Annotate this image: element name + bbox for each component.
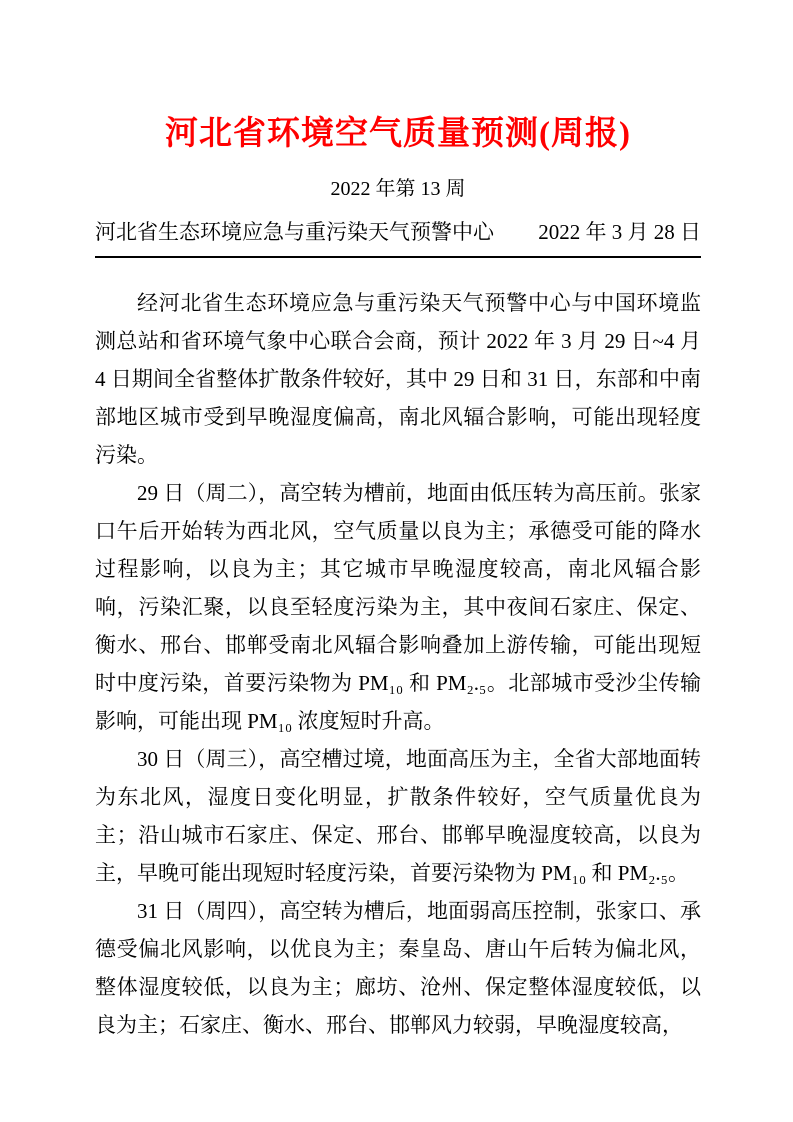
byline [95,218,701,246]
forecast-day29-paragraph: 29 日（周二），高空转为槽前，地面由低压转为高压前。张家口午后开始转为西北风，空气质量以良为主；承德受可能的降水过程影响，以良为主；其它城市早晚湿度较高，南北风辐合影响，污染汇聚，以良至轻度污染为主，其中夜间石家庄、保定、衡水、邢台、邯郸受南北风辐合影响叠加上游传输，可能出现短时中度污染，首要污染物为 PM₁₀ 和 PM₂.₅。北部城市受沙尘传输影响，可能出现 PM₁₀ 浓度短时升高。 [95,481,701,733]
report-week-label: 2022 年第 13 周 [330,178,466,200]
forecast-body [95,284,701,1044]
forecast-overview-paragraph: 经河北省生态环境应急与重污染天气预警中心与中国环境监测总站和省环境气象中心联合会商，预计 2022 年 3 月 29 日~4 月 4 日期间全省整体扩散条件较好，其中 29 日和 31 日，东部和中南部地区城市受到早晚湿度偏高，南北风辐合影响，可能出现轻度污染。 [95,291,701,467]
forecast-day31-paragraph: 31 日（周四），高空转为槽后，地面弱高压控制，张家口、承德受偏北风影响，以优良为主；秦皇岛、唐山午后转为偏北风，整体湿度较低，以良为主；廊坊、沧州、保定整体湿度较低，以良为主；石家庄、衡水、邢台、邯郸风力较弱，早晚湿度较高， [95,899,701,1037]
issuing-agency: 河北省生态环境应急与重污染天气预警中心 [95,220,494,244]
header-rule [95,256,701,258]
forecast-day30-paragraph: 30 日（周三），高空槽过境，地面高压为主，全省大部地面转为东北风，湿度日变化明显，扩散条件较好，空气质量优良为主；沿山城市石家庄、保定、邢台、邯郸早晚湿度较高，以良为主，早晚可能出现短时轻度污染，首要污染物为 PM₁₀ 和 PM₂.₅。 [95,747,701,885]
report-date: 2022 年 3 月 28 日 [538,220,701,244]
report-title: 河北省环境空气质量预测(周报) [165,116,631,152]
